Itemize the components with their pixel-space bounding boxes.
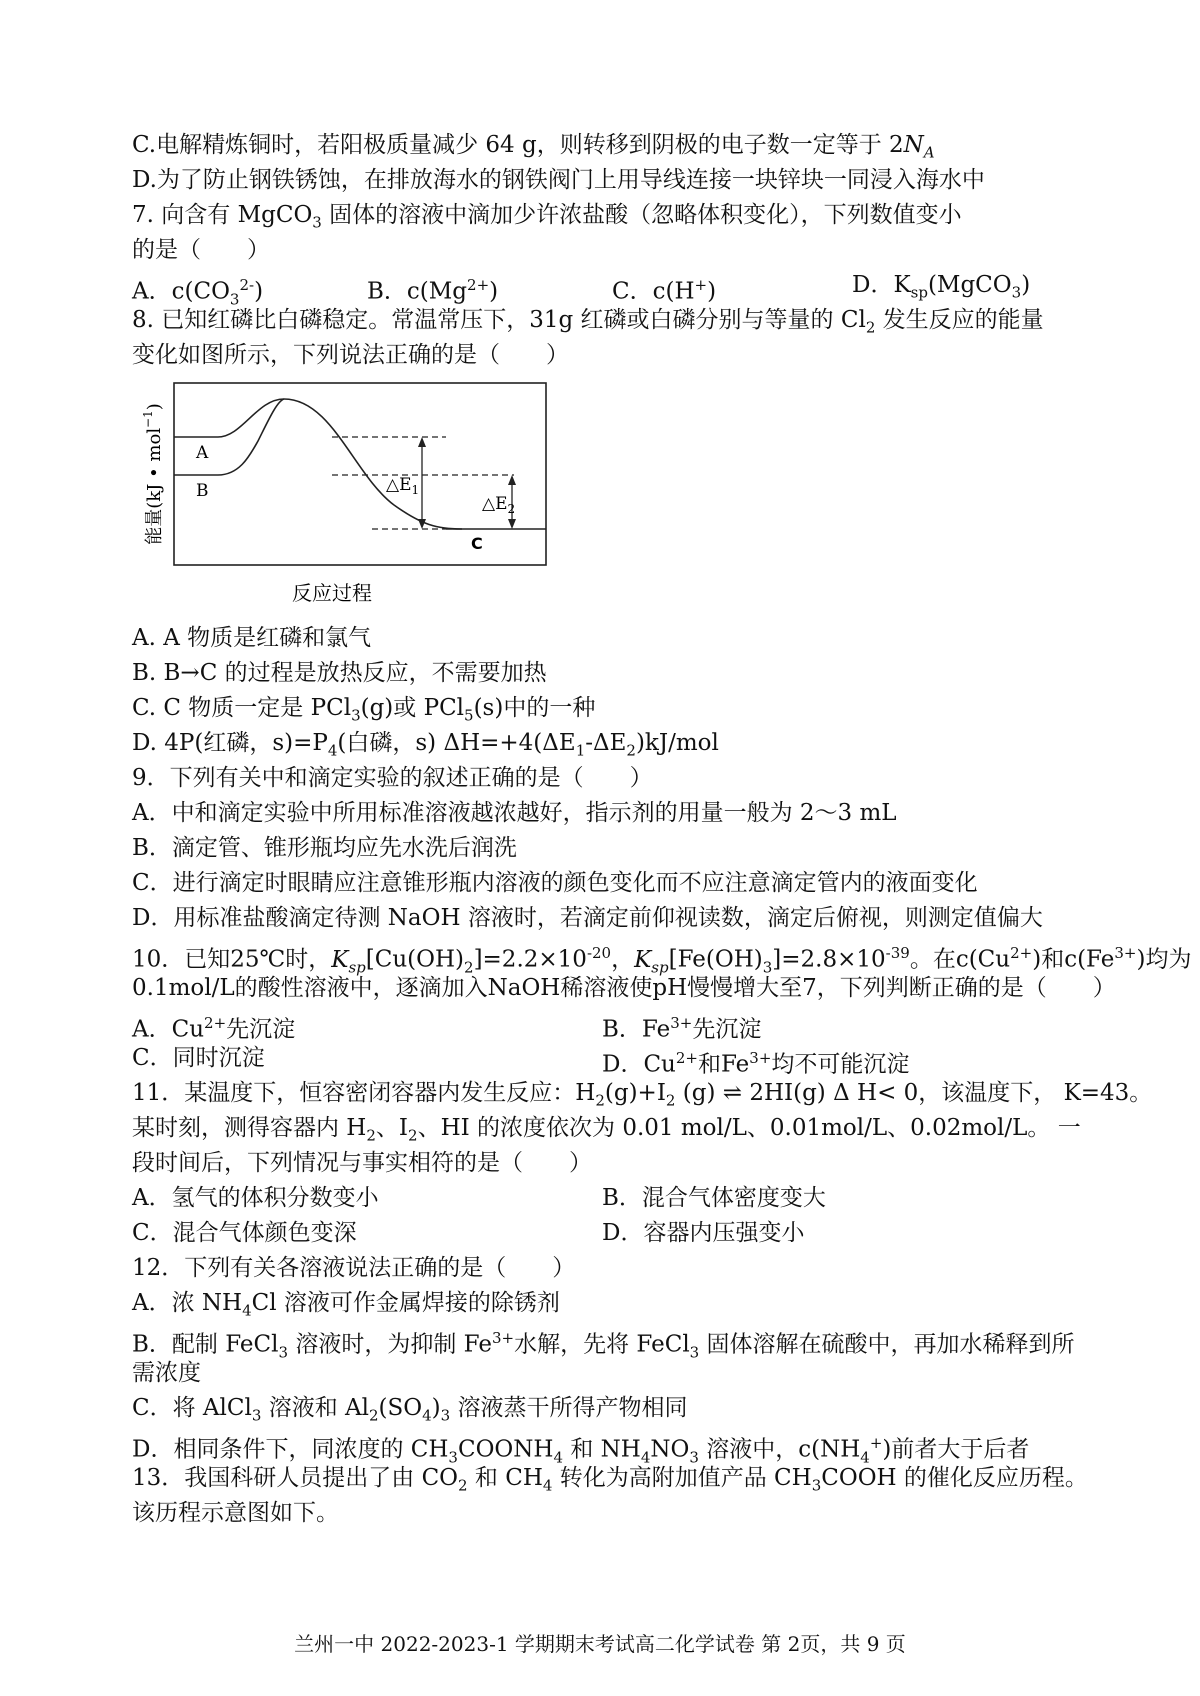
option-11a: A．氢气的体积分数变小 (132, 1185, 379, 1211)
diagram-ylabel: 能量(kJ • mol$^{-1}$) (141, 403, 165, 545)
question-13-cont: 该历程示意图如下。 (132, 1500, 339, 1526)
option-11c: C．混合气体颜色变深 (132, 1220, 357, 1246)
label-c: C (471, 534, 483, 553)
option-9c: C．进行滴定时眼睛应注意锥形瓶内溶液的颜色变化而不应注意滴定管内的液面变化 (132, 870, 978, 896)
option-7c: C．c(H+) (612, 276, 717, 305)
question-12: 12．下列有关各溶液说法正确的是（ ） (132, 1255, 576, 1281)
option-8a: A. A 物质是红磷和氯气 (132, 625, 372, 651)
option-12b-cont: 需浓度 (132, 1360, 201, 1386)
option-8c: C. C 物质一定是 PCl$_3$(g)或 PCl$_5$(s)中的一种 (132, 695, 596, 725)
question-7-options (132, 268, 1072, 309)
question-10-options-2 (132, 1041, 1072, 1076)
option-10c: C．同时沉淀 (132, 1045, 265, 1071)
option-12b: B．配制 FeCl$_3$ 溶液时，为抑制 $Fe^{3+}$水解，先将 FeCl$_3$ 固体溶解在硫酸中，再加水稀释到所 (132, 1329, 1075, 1362)
option-8d: D. 4P(红磷，$s)=P_4$(白磷，s) $\Delta H=+4(\Delta E_1-\Delta E_2)kJ$/mol (132, 730, 719, 760)
question-9: 9．下列有关中和滴定实验的叙述正确的是（ ） (132, 765, 653, 791)
question-8-cont: 变化如图所示，下列说法正确的是（ ） (132, 342, 569, 368)
option-12c: C．将 AlCl$_3$ 溶液和 $Al_2(SO_4)_3$ 溶液蒸干所得产物相同 (132, 1395, 688, 1425)
option-11b: B．混合气体密度变大 (602, 1185, 826, 1211)
question-13: 13．我国科研人员提出了由 $CO_2$ 和 $CH_4$ 转化为高附加值产品 $CH_3COOH$ 的催化反应历程。 (132, 1465, 1088, 1495)
question-10: 10．已知25℃时，$K_{sp}[Cu(OH)_2]=2.2\times 10^{-20}$，$K_{sp}[Fe(OH)_3]=2.8\times 10^{-39}$。在$c(Cu^{2+})$和$c(Fe^{3+})$均为 (132, 944, 1192, 977)
question-11-options-2 (132, 1216, 1072, 1251)
option-7d: D．$K_{sp}(MgCO_3)$ (852, 272, 1031, 302)
energy-diagram (132, 375, 552, 615)
option-11d: D．容器内压强变小 (602, 1220, 805, 1246)
diagram-frame (174, 383, 546, 565)
option-12d: D．相同条件下，同浓度的 $CH_3COONH_4$ 和 $NH_4NO_3$ 溶液中，$c(NH_4^+)$前者大于后者 (132, 1434, 1030, 1467)
option-6d: D.为了防止钢铁锈蚀，在排放海水的钢铁阀门上用导线连接一块锌块一同浸入海水中 (132, 167, 985, 193)
option-8b: B. B→C 的过程是放热反应，不需要加热 (132, 660, 547, 686)
question-7-cont: 的是（ ） (132, 237, 270, 263)
question-11-cont: 某时刻，测得容器内 $H_2$、$I_2$、HI 的浓度依次为 0.01 mol/L、0.01mol/L、0.02mol/L。 一 (132, 1115, 1081, 1145)
option-10a: A．$Cu^{2+}$先沉淀 (132, 1014, 296, 1043)
page-footer: 兰州一中 2022-2023-1 学期期末考试高二化学试卷 第 2页，共 9 页 (294, 1632, 906, 1656)
option-9a: A．中和滴定实验中所用标准溶液越浓越好，指示剂的用量一般为 2～3 mL (132, 800, 897, 826)
question-7: 7. 向含有 MgCO$_3$ 固体的溶液中滴加少许浓盐酸（忽略体积变化），下列数值变小 (132, 202, 962, 232)
option-7b: B．$c(Mg^{2+})$ (367, 276, 499, 305)
curve-a (218, 399, 462, 529)
exam-page (132, 128, 1192, 1531)
option-7a: A．$c(CO_3^{2-})$ (132, 276, 264, 309)
option-12a: A．浓 $NH_4Cl$ 溶液可作金属焊接的除锈剂 (132, 1290, 560, 1320)
question-10-cont: 0.1mol/L的酸性溶液中，逐滴加入NaOH稀溶液使pH慢慢增大至7，下列判断正确的是（ ） (132, 975, 1116, 1001)
label-de1: $\triangle E_1$ (386, 475, 420, 497)
question-10-options-1 (132, 1006, 1072, 1041)
question-11: 11．某温度下，恒容密闭容器内发生反应：$H_2(g)+I_2$ (g) ⇌ 2HI(g) Δ H< 0，该温度下， K=43。 (132, 1080, 1153, 1110)
label-de2: $\triangle E_2$ (482, 494, 516, 516)
question-11-cont2: 段时间后，下列情况与事实相符的是（ ） (132, 1150, 592, 1176)
option-9d: D．用标准盐酸滴定待测 NaOH 溶液时，若滴定前仰视读数，滴定后俯视，则测定值偏大 (132, 905, 1043, 931)
option-9b: B．滴定管、锥形瓶均应先水洗后润洗 (132, 835, 517, 861)
question-8: 8. 已知红磷比白磷稳定。常温常压下，31g 红磷或白磷分别与等量的 $Cl_2$ 发生反应的能量 (132, 307, 1044, 337)
option-6c: C.电解精炼铜时，若阳极质量减少 64 g，则转移到阴极的电子数一定等于 $2N_A$ (132, 132, 935, 162)
option-10b: B．$Fe^{3+}$先沉淀 (602, 1014, 762, 1043)
energy-diagram-svg (132, 375, 552, 615)
option-10d: D．$Cu^{2+}$和$Fe^{3+}$均不可能沉淀 (602, 1049, 910, 1078)
label-b: B (196, 481, 209, 501)
question-11-options-1 (132, 1181, 1072, 1216)
curve-b (218, 399, 284, 475)
label-a: A (196, 443, 209, 463)
diagram-xlabel: 反应过程 (292, 581, 372, 605)
